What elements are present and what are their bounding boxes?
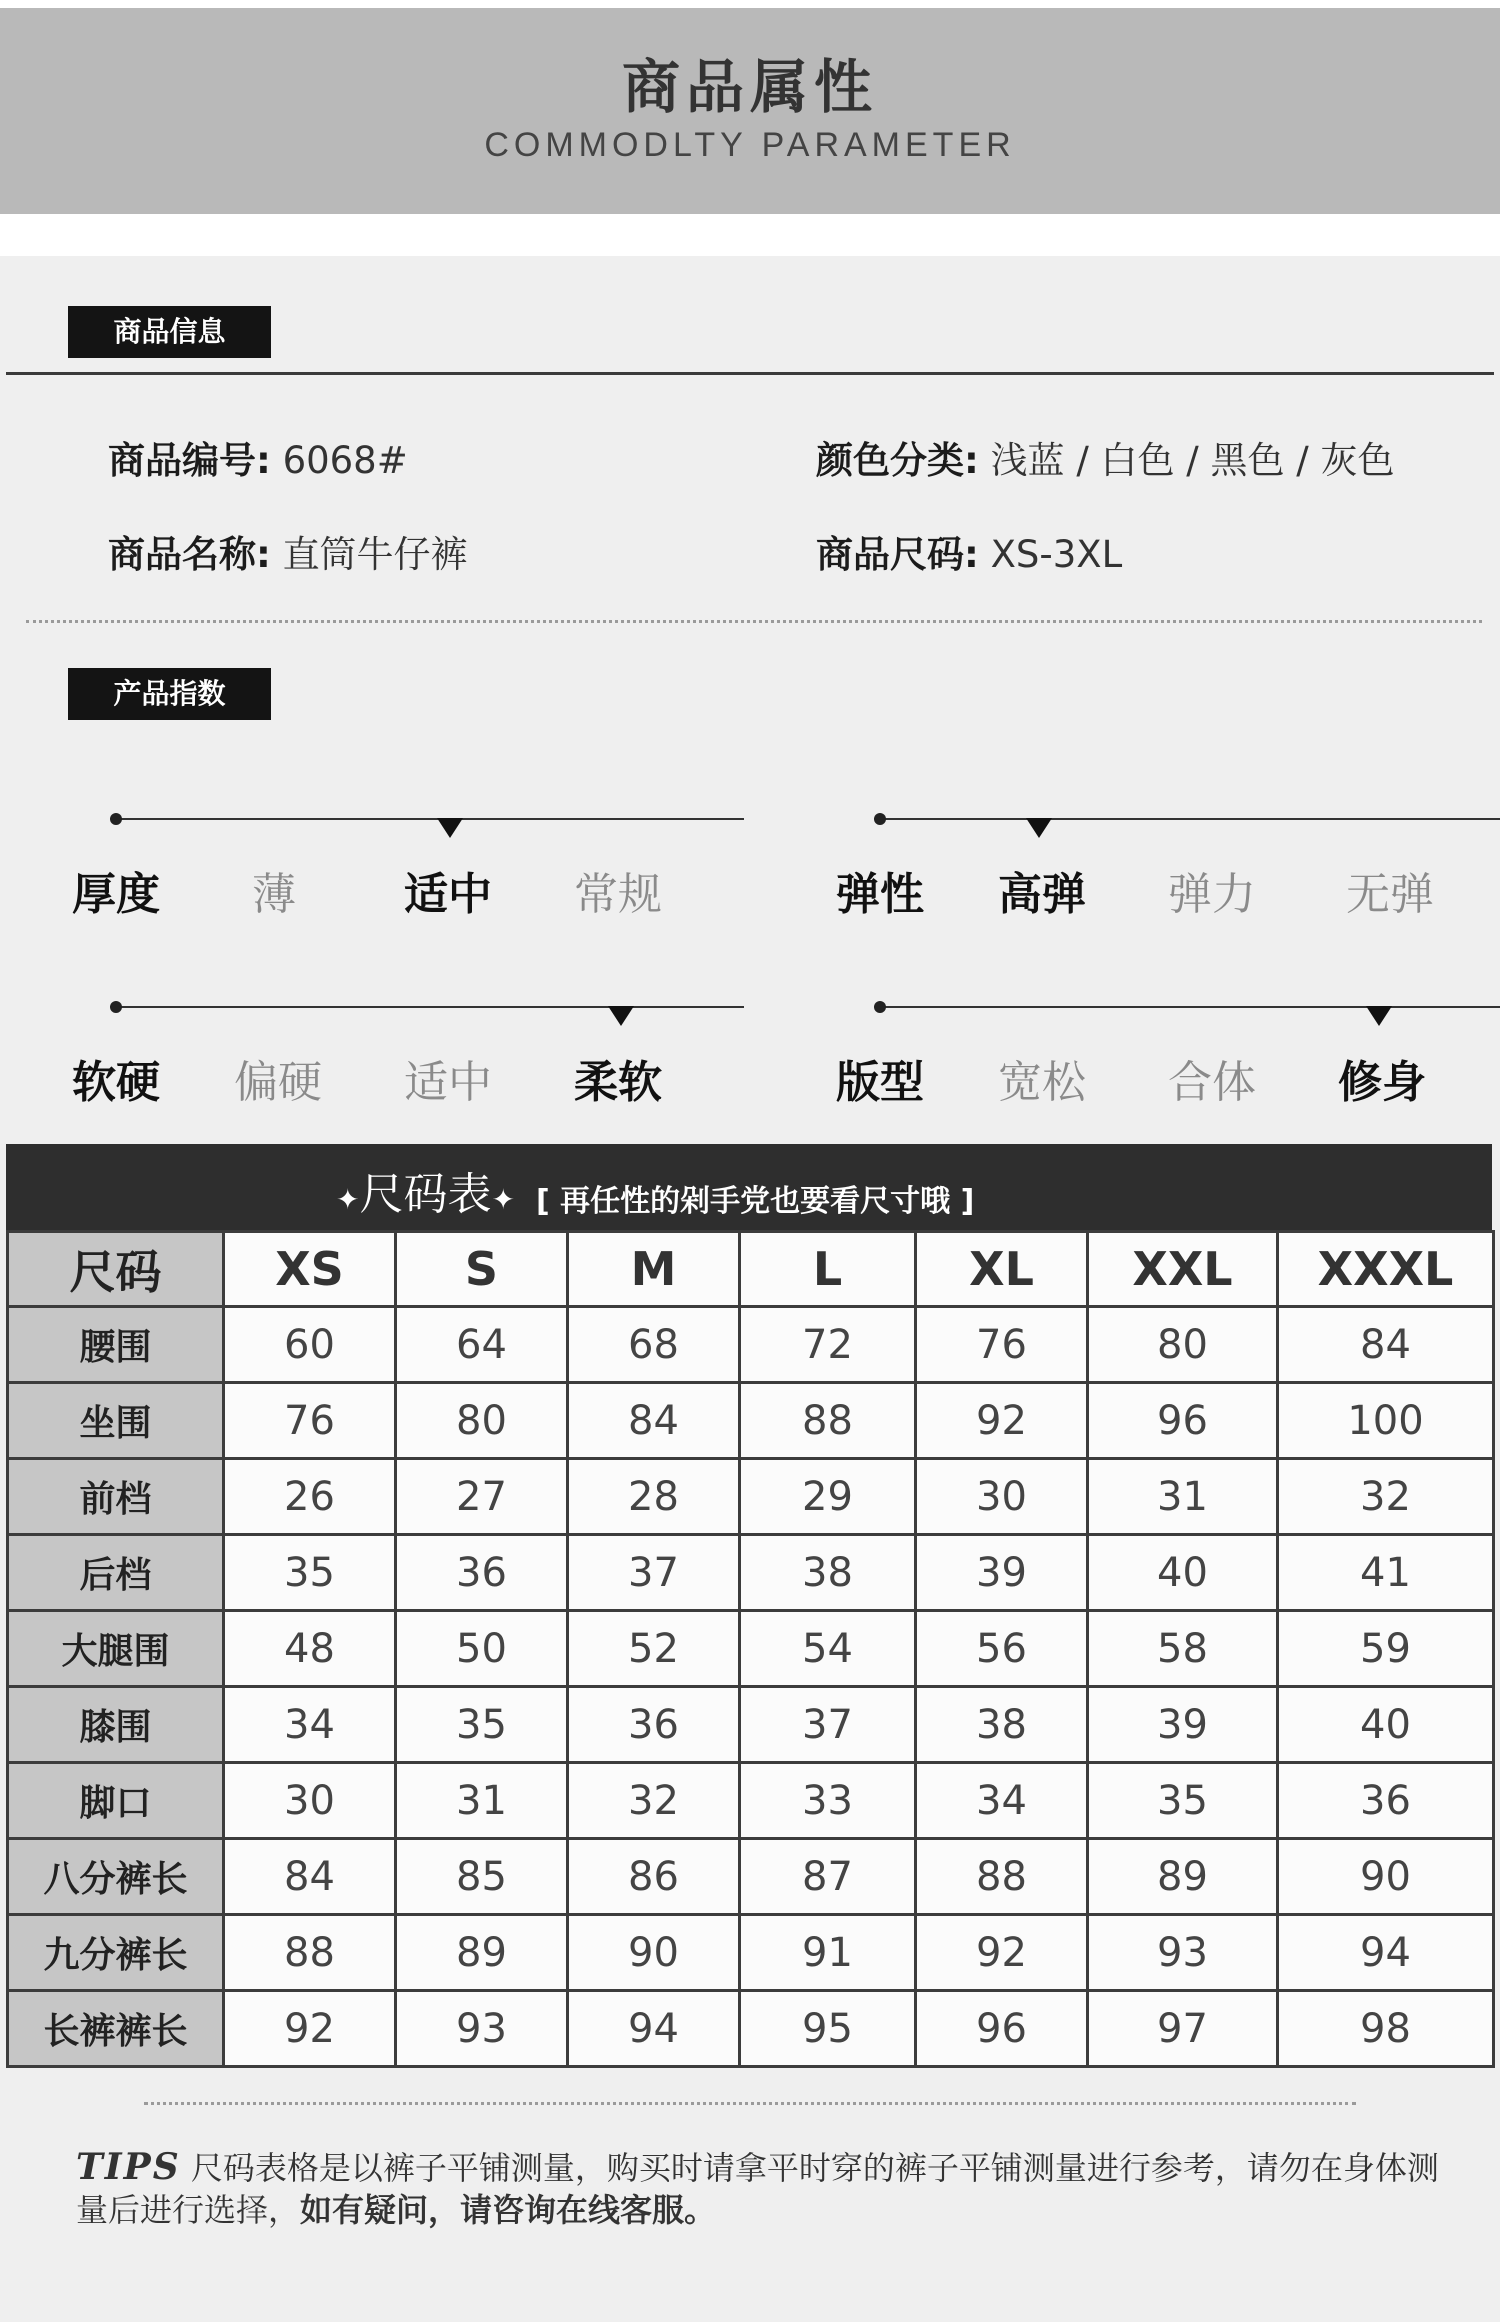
- table-row: [8, 1991, 1494, 2067]
- table-cell: 93: [396, 1991, 568, 2067]
- row-label: 八分裤长: [8, 1839, 224, 1915]
- table-cell: 76: [224, 1383, 396, 1459]
- info-color: [816, 430, 1395, 484]
- table-cell: 91: [740, 1915, 916, 1991]
- info-code: [108, 430, 408, 484]
- row-label: 脚口: [8, 1763, 224, 1839]
- table-cell: 60: [224, 1307, 396, 1383]
- table-cell: 95: [740, 1991, 916, 2067]
- size-header-cell: XS: [224, 1232, 396, 1307]
- info-color-value: 浅蓝 / 白色 / 黑色 / 灰色: [990, 439, 1395, 482]
- table-cell: 37: [568, 1535, 740, 1611]
- index-option: 合体: [1168, 1057, 1256, 1108]
- page-subtitle: COMMODLTY PARAMETER: [484, 126, 1016, 164]
- scale-pointer-icon: [1026, 818, 1052, 838]
- size-header-cell: XL: [916, 1232, 1088, 1307]
- table-cell: 31: [396, 1763, 568, 1839]
- index-option: 偏硬: [234, 1057, 322, 1108]
- size-chart-title-text: 尺码表: [359, 1169, 492, 1220]
- table-cell: 28: [568, 1459, 740, 1535]
- index-option: 薄: [252, 869, 296, 920]
- table-cell: 89: [396, 1915, 568, 1991]
- sparkle-icon: ✦: [491, 1183, 515, 1216]
- scale-start-dot: [110, 813, 122, 825]
- table-cell: 30: [916, 1459, 1088, 1535]
- table-cell: 38: [740, 1535, 916, 1611]
- table-cell: 94: [1278, 1915, 1494, 1991]
- table-row: [8, 1915, 1494, 1991]
- index-fit: [836, 966, 1500, 1108]
- table-row: [8, 1307, 1494, 1383]
- table-cell: 26: [224, 1459, 396, 1535]
- row-label: 九分裤长: [8, 1915, 224, 1991]
- table-cell: 40: [1088, 1535, 1278, 1611]
- scale-line: [116, 1006, 744, 1008]
- info-code-value: 6068#: [282, 439, 408, 482]
- table-cell: 39: [1088, 1687, 1278, 1763]
- table-cell: 76: [916, 1307, 1088, 1383]
- size-table: [6, 1230, 1495, 2068]
- info-name: [108, 524, 468, 578]
- index-option: 弹力: [1168, 869, 1256, 920]
- table-cell: 90: [568, 1915, 740, 1991]
- size-table-header-row: [8, 1232, 1494, 1307]
- size-header-label: 尺码: [8, 1232, 224, 1307]
- row-label: 坐围: [8, 1383, 224, 1459]
- info-color-label: 颜色分类:: [816, 439, 979, 482]
- table-cell: 88: [740, 1383, 916, 1459]
- table-cell: 52: [568, 1611, 740, 1687]
- table-cell: 50: [396, 1611, 568, 1687]
- size-header-cell: XXXL: [1278, 1232, 1494, 1307]
- page-title: 商品属性: [621, 53, 878, 121]
- table-cell: 59: [1278, 1611, 1494, 1687]
- table-cell: 100: [1278, 1383, 1494, 1459]
- table-cell: 86: [568, 1839, 740, 1915]
- table-row: [8, 1611, 1494, 1687]
- dotted-divider: [26, 620, 1482, 623]
- size-chart-subtitle: [ 再任性的剁手党也要看尺寸哦 ]: [536, 1184, 975, 1219]
- table-row: [8, 1687, 1494, 1763]
- table-cell: 84: [568, 1383, 740, 1459]
- dotted-divider: [144, 2102, 1356, 2105]
- size-chart: [6, 1144, 1492, 2068]
- scale-pointer-icon: [608, 1006, 634, 1026]
- table-cell: 40: [1278, 1687, 1494, 1763]
- table-cell: 48: [224, 1611, 396, 1687]
- table-cell: 32: [568, 1763, 740, 1839]
- size-chart-title-bar: [6, 1144, 1492, 1230]
- table-cell: 98: [1278, 1991, 1494, 2067]
- table-cell: 84: [1278, 1307, 1494, 1383]
- scale-pointer-icon: [1366, 1006, 1392, 1026]
- table-cell: 32: [1278, 1459, 1494, 1535]
- table-cell: 92: [224, 1991, 396, 2067]
- info-size-label: 商品尺码:: [816, 533, 979, 576]
- table-cell: 84: [224, 1839, 396, 1915]
- row-label: 长裤裤长: [8, 1991, 224, 2067]
- section-divider: [6, 372, 1494, 375]
- table-cell: 36: [1278, 1763, 1494, 1839]
- table-cell: 27: [396, 1459, 568, 1535]
- scale-line: [116, 818, 744, 820]
- table-cell: 37: [740, 1687, 916, 1763]
- info-name-value: 直筒牛仔裤: [282, 533, 468, 576]
- section-tag-index: 产品指数: [68, 668, 271, 720]
- tips-label: TIPS: [76, 2146, 181, 2188]
- table-cell: 80: [396, 1383, 568, 1459]
- table-cell: 56: [916, 1611, 1088, 1687]
- index-name: 软硬: [72, 1057, 160, 1108]
- row-label: 后档: [8, 1535, 224, 1611]
- size-chart-title: [336, 1158, 515, 1222]
- table-cell: 94: [568, 1991, 740, 2067]
- size-header-cell: L: [740, 1232, 916, 1307]
- index-option-selected: 柔软: [574, 1057, 662, 1108]
- row-label: 腰围: [8, 1307, 224, 1383]
- row-label: 前档: [8, 1459, 224, 1535]
- table-cell: 96: [1088, 1383, 1278, 1459]
- table-cell: 35: [1088, 1763, 1278, 1839]
- size-header-cell: S: [396, 1232, 568, 1307]
- tips-text: 尺码表格是以裤子平铺测量，购买时请拿平时穿的裤子平铺测量进行参考，请勿在身体测量后进行选择，: [76, 2149, 1439, 2229]
- table-cell: 80: [1088, 1307, 1278, 1383]
- scale-start-dot: [874, 813, 886, 825]
- index-name: 版型: [836, 1057, 924, 1108]
- index-option: 无弹: [1346, 869, 1434, 920]
- index-thickness: [72, 778, 772, 920]
- index-option-selected: 适中: [404, 869, 492, 920]
- scale-start-dot: [110, 1001, 122, 1013]
- table-cell: 58: [1088, 1611, 1278, 1687]
- tips-note: [76, 2146, 1456, 2231]
- table-cell: 39: [916, 1535, 1088, 1611]
- table-cell: 90: [1278, 1839, 1494, 1915]
- table-row: [8, 1459, 1494, 1535]
- table-cell: 96: [916, 1991, 1088, 2067]
- table-cell: 85: [396, 1839, 568, 1915]
- table-cell: 92: [916, 1915, 1088, 1991]
- scale-pointer-icon: [437, 818, 463, 838]
- index-option-selected: 修身: [1338, 1057, 1426, 1108]
- size-header-cell: M: [568, 1232, 740, 1307]
- table-row: [8, 1383, 1494, 1459]
- index-option: 常规: [574, 869, 662, 920]
- size-header-cell: XXL: [1088, 1232, 1278, 1307]
- table-row: [8, 1839, 1494, 1915]
- section-tag-info: 商品信息: [68, 306, 271, 358]
- index-option: 宽松: [998, 1057, 1086, 1108]
- sparkle-icon: ✦: [336, 1183, 360, 1216]
- table-cell: 35: [396, 1687, 568, 1763]
- table-cell: 35: [224, 1535, 396, 1611]
- table-cell: 72: [740, 1307, 916, 1383]
- table-cell: 88: [916, 1839, 1088, 1915]
- index-name: 厚度: [72, 869, 160, 920]
- table-cell: 38: [916, 1687, 1088, 1763]
- table-cell: 64: [396, 1307, 568, 1383]
- table-cell: 34: [916, 1763, 1088, 1839]
- table-cell: 88: [224, 1915, 396, 1991]
- table-cell: 68: [568, 1307, 740, 1383]
- table-cell: 31: [1088, 1459, 1278, 1535]
- index-option-selected: 高弹: [998, 869, 1086, 920]
- table-cell: 30: [224, 1763, 396, 1839]
- index-name: 弹性: [836, 869, 924, 920]
- info-name-label: 商品名称:: [108, 533, 271, 576]
- scale-line: [880, 818, 1500, 820]
- index-option: 适中: [404, 1057, 492, 1108]
- info-size-value: XS-3XL: [990, 533, 1123, 576]
- info-code-label: 商品编号:: [108, 439, 271, 482]
- table-row: [8, 1535, 1494, 1611]
- table-cell: 93: [1088, 1915, 1278, 1991]
- table-cell: 92: [916, 1383, 1088, 1459]
- index-elasticity: [836, 778, 1500, 920]
- table-cell: 97: [1088, 1991, 1278, 2067]
- table-cell: 54: [740, 1611, 916, 1687]
- index-softness: [72, 966, 772, 1108]
- table-cell: 34: [224, 1687, 396, 1763]
- scale-start-dot: [874, 1001, 886, 1013]
- table-cell: 36: [396, 1535, 568, 1611]
- table-row: [8, 1763, 1494, 1839]
- table-cell: 29: [740, 1459, 916, 1535]
- info-size: [816, 524, 1122, 578]
- table-cell: 87: [740, 1839, 916, 1915]
- tips-bold-text: 如有疑问，请咨询在线客服。: [300, 2191, 717, 2229]
- header-banner: [0, 8, 1500, 214]
- table-cell: 36: [568, 1687, 740, 1763]
- row-label: 大腿围: [8, 1611, 224, 1687]
- scale-line: [880, 1006, 1500, 1008]
- table-cell: 41: [1278, 1535, 1494, 1611]
- table-cell: 89: [1088, 1839, 1278, 1915]
- row-label: 膝围: [8, 1687, 224, 1763]
- table-cell: 33: [740, 1763, 916, 1839]
